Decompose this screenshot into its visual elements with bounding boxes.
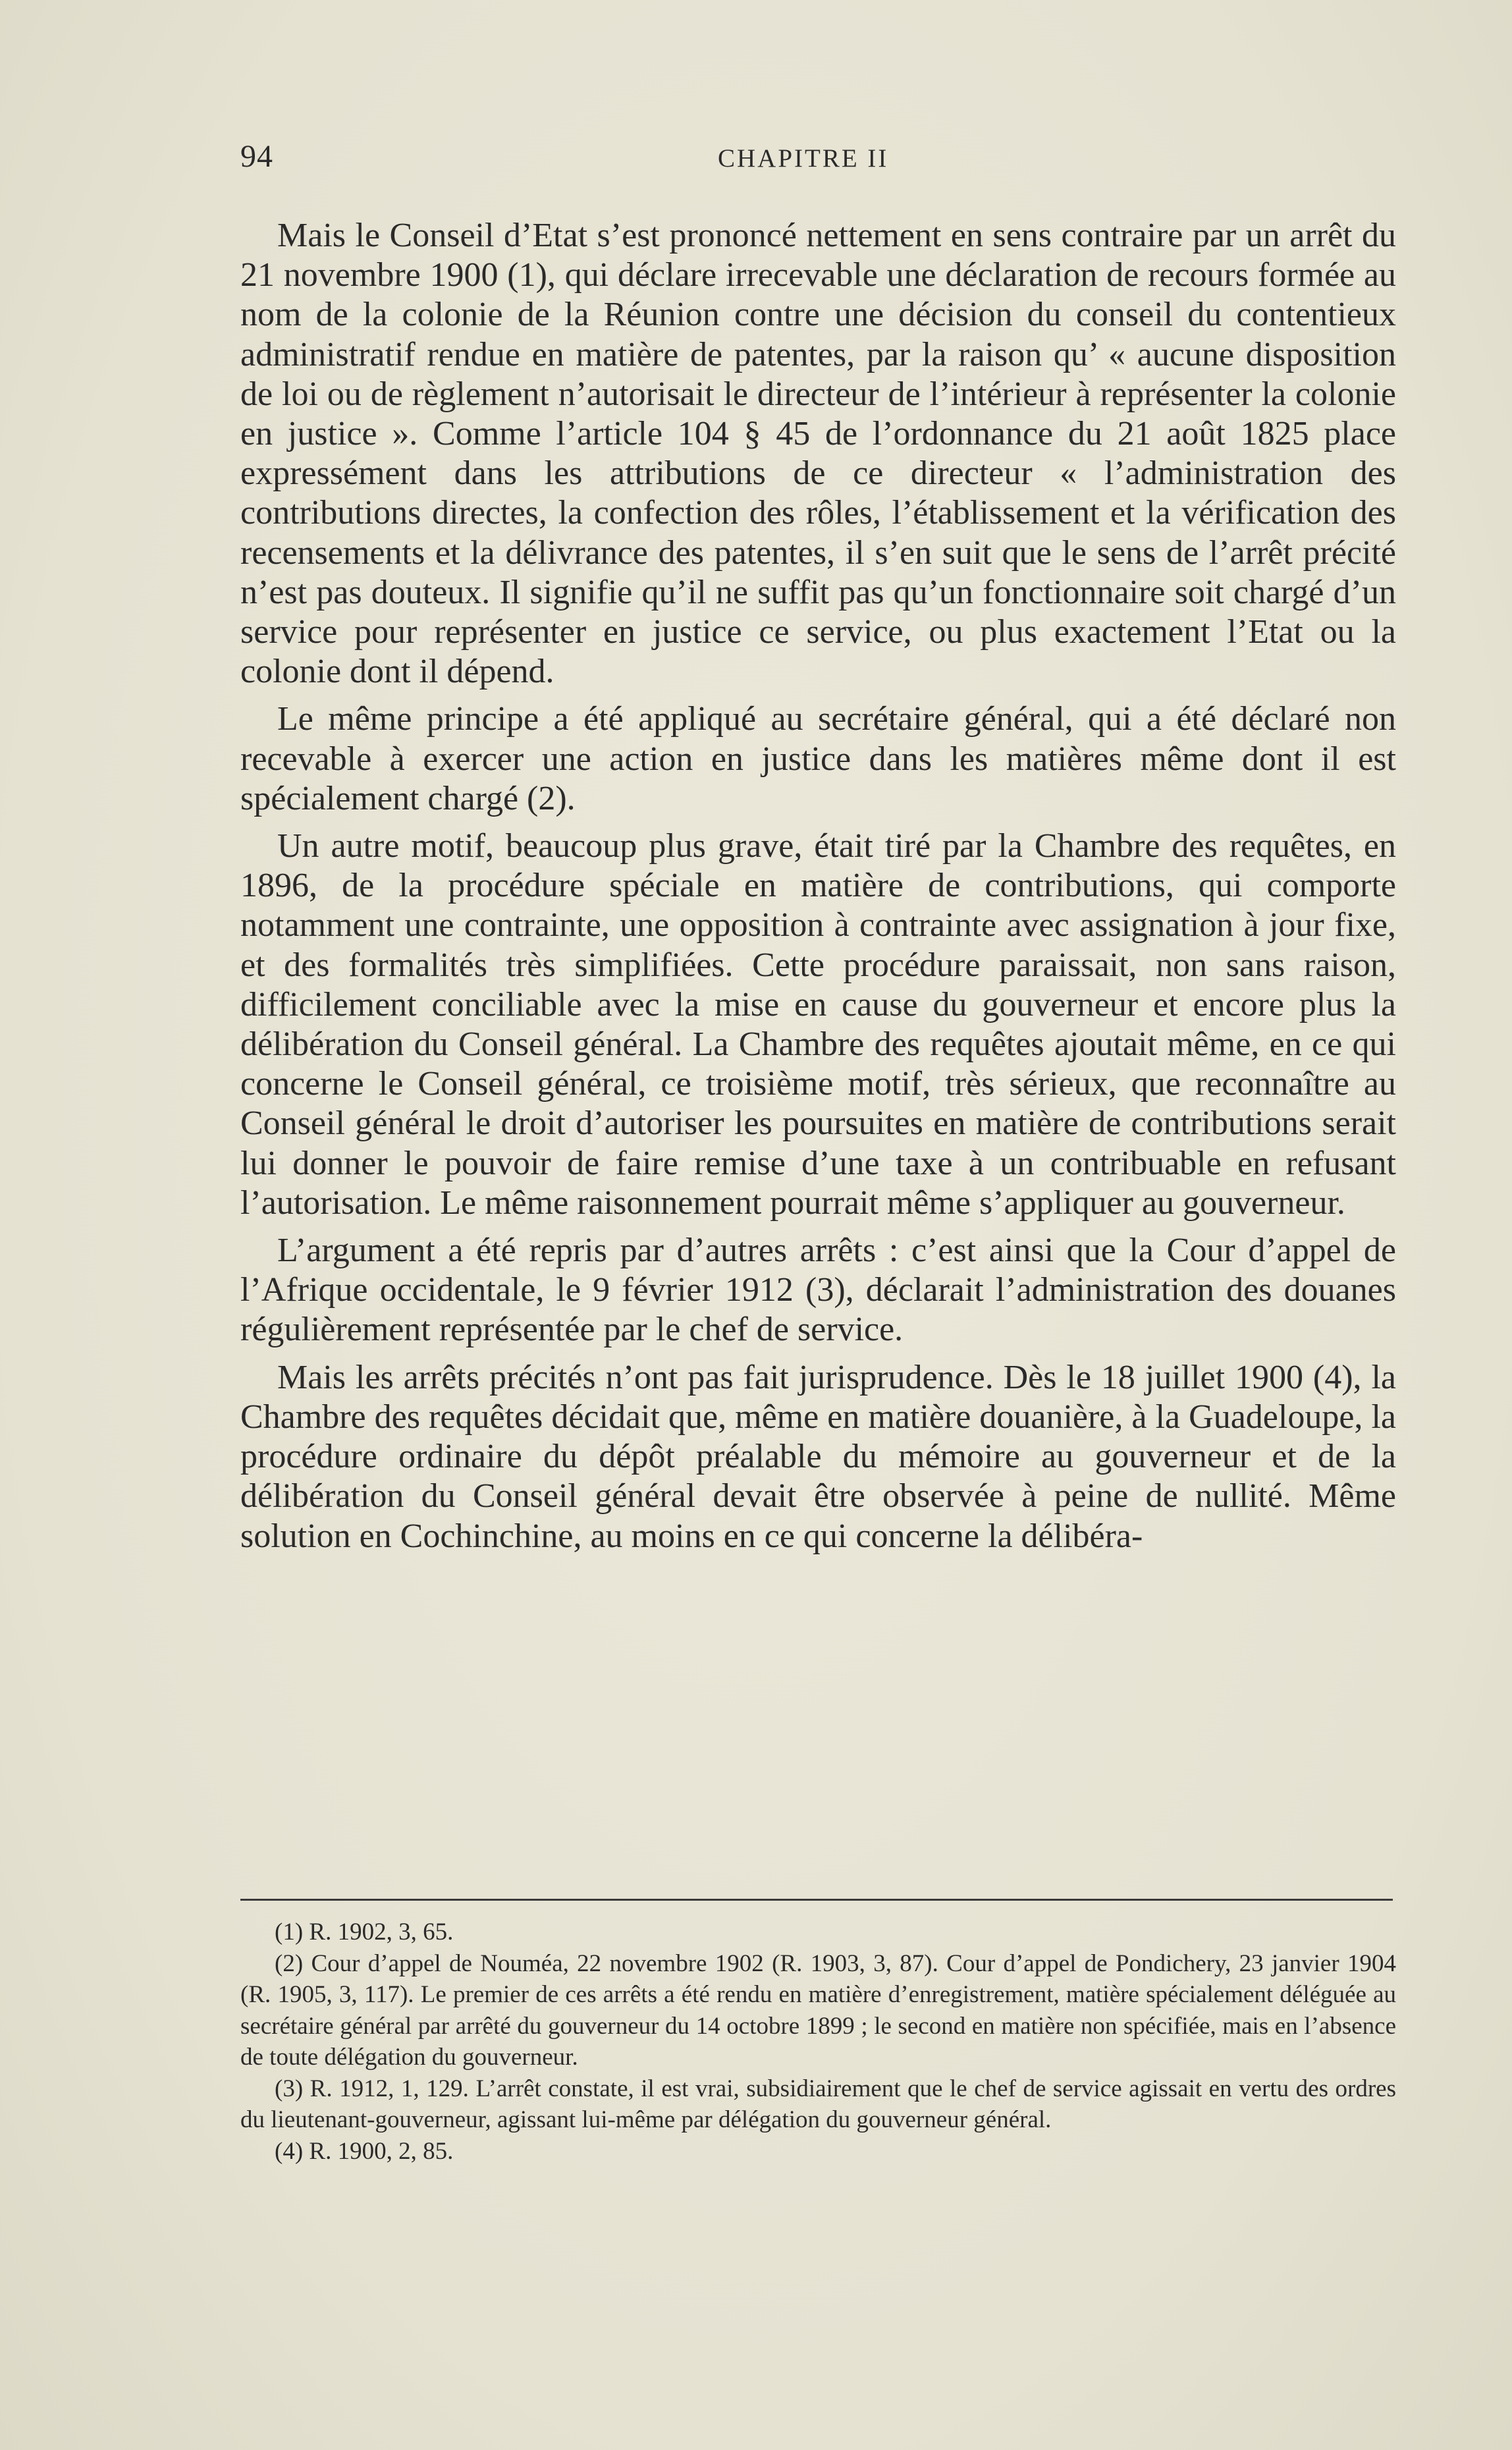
footnote: (1) R. 1902, 3, 65.	[275, 1919, 454, 1946]
footnote: (4) R. 1900, 2, 85.	[275, 2137, 454, 2165]
paragraph: Mais le Conseil d’Etat s’est prononcé nettement en sens contraire par un arrêt du 21 novembre 1900 (1), qui déclare irrecevable une déclaration de recours formée au nom de la colonie de la Réunion contre une décision du conseil du contentieux administratif rendue en matière de patentes, par la raison qu’ « aucune disposition de loi ou de règlement n’autorisait le directeur de l’intérieur à représenter la colonie en justice ». Comme l’article 104 § 45 de l’ordonnance du 21 août 1825 place expressément dans les attributions de ce directeur « l’administration des contributions directes, la confection des rôles, l’établissement et la vérification des recensements et la délivrance des patentes, il s’en suit que le sens de l’arrêt précité n’est pas douteux. Il signifie qu’il ne suffit pas qu’un fonctionnaire soit chargé d’un service pour représenter en justice ce service, ou plus exactement l’Etat ou la colonie dont il dépend.	[240, 217, 1396, 691]
paragraph: Un autre motif, beaucoup plus grave, était tiré par la Chambre des requêtes, en 1896, de la procédure spéciale en matière de contributions, qui comporte notamment une contrainte, une opposition à contrainte avec assignation à jour fixe, et des formalités très simplifiées. Cette procédure paraissait, non sans raison, difficilement conciliable avec la mise en cause du gouverneur et encore plus la délibération du Conseil général. La Chambre des requêtes ajoutait même, en ce qui concerne le Conseil général, ce troisième motif, très sérieux, que reconnaître au Conseil général le droit d’autoriser les poursuites en matière de contributions serait lui donner le pouvoir de faire remise d’une taxe à un contribuable en refusant l’autorisation. Le même raisonnement pourrait même s’appliquer au gouverneur.	[240, 827, 1396, 1222]
running-head: CHAPITRE II	[718, 144, 889, 173]
paragraph: L’argument a été repris par d’autres arrêts : c’est ainsi que la Cour d’appel de l’Afrique occidentale, le 9 février 1912 (3), déclarait l’administration des douanes régulièrement représentée par le chef de service.	[240, 1232, 1396, 1349]
footnote: (2) Cour d’appel de Nouméa, 22 novembre 1902 (R. 1903, 3, 87). Cour d’appel de Pondichery, 23 janvier 1904 (R. 1905, 3, 117). Le premier de ces arrêts a été rendu en matière d’enregistrement, matière spécialement déléguée au secrétaire général par arrêté du gouverneur du 14 octobre 1899 ; le second en matière non spécifiée, mais en l’absence de toute délégation du gouverneur.	[240, 1949, 1396, 2071]
page-number: 94	[240, 139, 273, 174]
page-header	[240, 138, 1393, 178]
footnote-divider	[240, 1899, 1393, 1901]
paragraph: Le même principe a été appliqué au secrétaire général, qui a été déclaré non recevable à exercer une action en justice dans les matières même dont il est spécialement chargé (2).	[240, 700, 1396, 817]
footnote: (3) R. 1912, 1, 129. L’arrêt constate, il est vrai, subsidiairement que le chef de service agissait en vertu des ordres du lieutenant-gouverneur, agissant lui-même par délégation du gouverneur général.	[240, 2075, 1396, 2133]
body-text	[240, 216, 1396, 1564]
paragraph: Mais les arrêts précités n’ont pas fait jurisprudence. Dès le 18 juillet 1900 (4), la Chambre des requêtes décidait que, même en matière douanière, à la Guadeloupe, la procédure ordinaire du dépôt préalable du mémoire au gouverneur et de la délibération du Conseil général devait être observée à peine de nullité. Même solution en Cochinchine, au moins en ce qui concerne la délibéra-	[240, 1358, 1396, 1555]
footnotes	[240, 1917, 1396, 2167]
